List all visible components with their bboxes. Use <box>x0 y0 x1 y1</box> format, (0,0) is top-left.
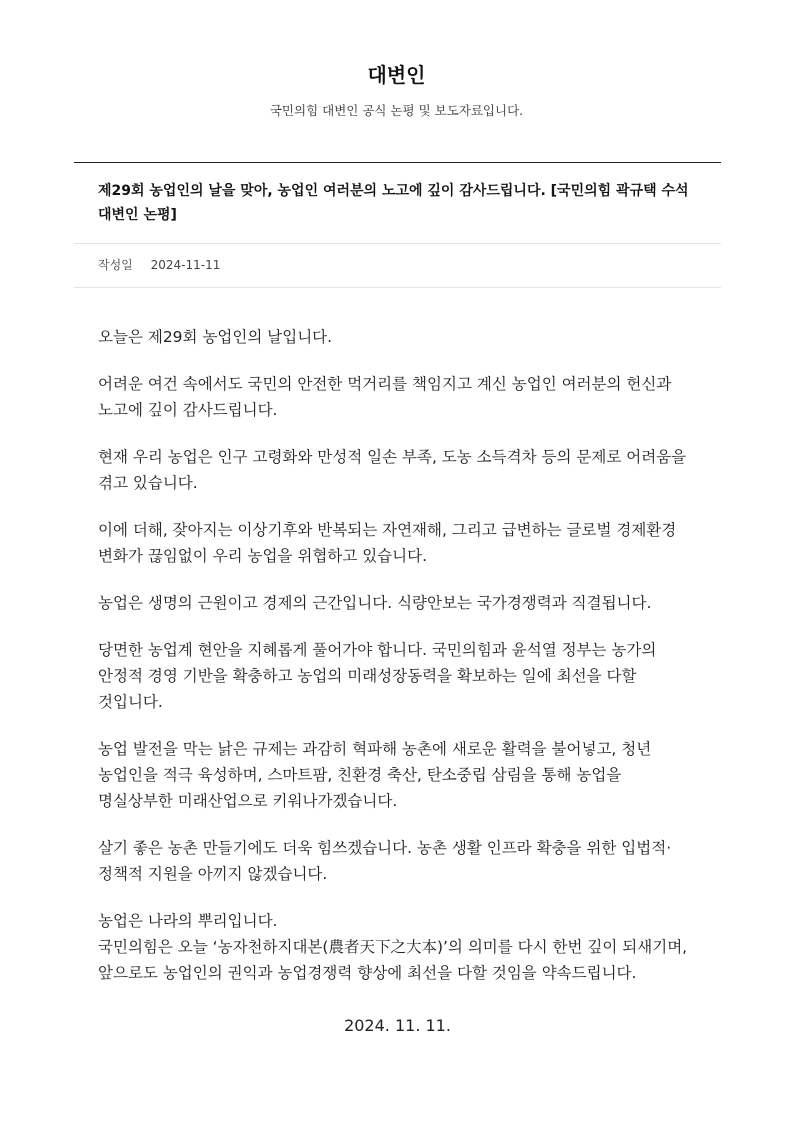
article-title: 제29회 농업인의 날을 맞아, 농업인 여러분의 노고에 깊이 감사드립니다. [국민의힘 곽규택 수석대변인 논평] <box>74 163 721 244</box>
page-subtitle: 국민의힘 대변인 공식 논평 및 보도자료입니다. <box>269 103 524 118</box>
paragraph: 농업 발전을 막는 낡은 규제는 과감히 혁파해 농촌에 새로운 활력을 불어넣고, 청년 농업인을 적극 육성하며, 스마트팜, 친환경 축산, 탄소중립 삼림을 통해 농업을 명실상부한 미래산업으로 키워나가겠습니다. <box>98 740 652 810</box>
paragraph: 살기 좋은 농촌 만들기에도 더욱 힘쓰겠습니다. 농촌 생활 인프라 확충을 위한 입법적·정책적 지원을 아끼지 않겠습니다. <box>98 839 672 883</box>
paragraph: 당면한 농업계 현안을 지혜롭게 풀어가야 합니다. 국민의힘과 윤석열 정부는 농가의 안정적 경영 기반을 확충하고 농업의 미래성장동력을 확보하는 일에 최선을 다할 것입니다. <box>98 641 657 711</box>
page-title: 대변인 <box>367 63 426 87</box>
paragraph: 이에 더해, 잦아지는 이상기후와 반복되는 자연재해, 그리고 급변하는 글로벌 경제환경 변화가 끊임없이 우리 농업을 위협하고 있습니다. <box>98 521 677 565</box>
meta-label: 작성일 <box>98 258 133 272</box>
paragraph: 어려운 여건 속에서도 국민의 안전한 먹거리를 책임지고 계신 농업인 여러분의 헌신과 노고에 깊이 감사드립니다. <box>98 375 672 419</box>
article-date: 2024. 11. 11. <box>344 1016 451 1035</box>
article-header <box>74 162 721 288</box>
article <box>74 162 721 1038</box>
page-header <box>0 0 793 120</box>
article-body <box>74 288 721 1038</box>
closing-paragraph: 국민의힘은 오늘 ‘농자천하지대본(農者天下之大本)’의 의미를 다시 한번 깊이 되새기며, 앞으로도 농업인의 권익과 농업경쟁력 향상에 최선을 다할 것임을 약속드립니다. <box>98 938 688 982</box>
paragraph: 현재 우리 농업은 인구 고령화와 만성적 일손 부족, 도농 소득격차 등의 문제로 어려움을 겪고 있습니다. <box>98 448 687 492</box>
article-meta <box>74 244 721 288</box>
closing-line: 농업은 나라의 뿌리입니다. <box>98 912 278 930</box>
paragraph: 오늘은 제29회 농업인의 날입니다. <box>98 328 333 346</box>
paragraph: 농업은 생명의 근원이고 경제의 근간입니다. 식량안보는 국가경쟁력과 직결됩니다. <box>98 594 652 612</box>
meta-date: 2024-11-11 <box>150 258 221 272</box>
